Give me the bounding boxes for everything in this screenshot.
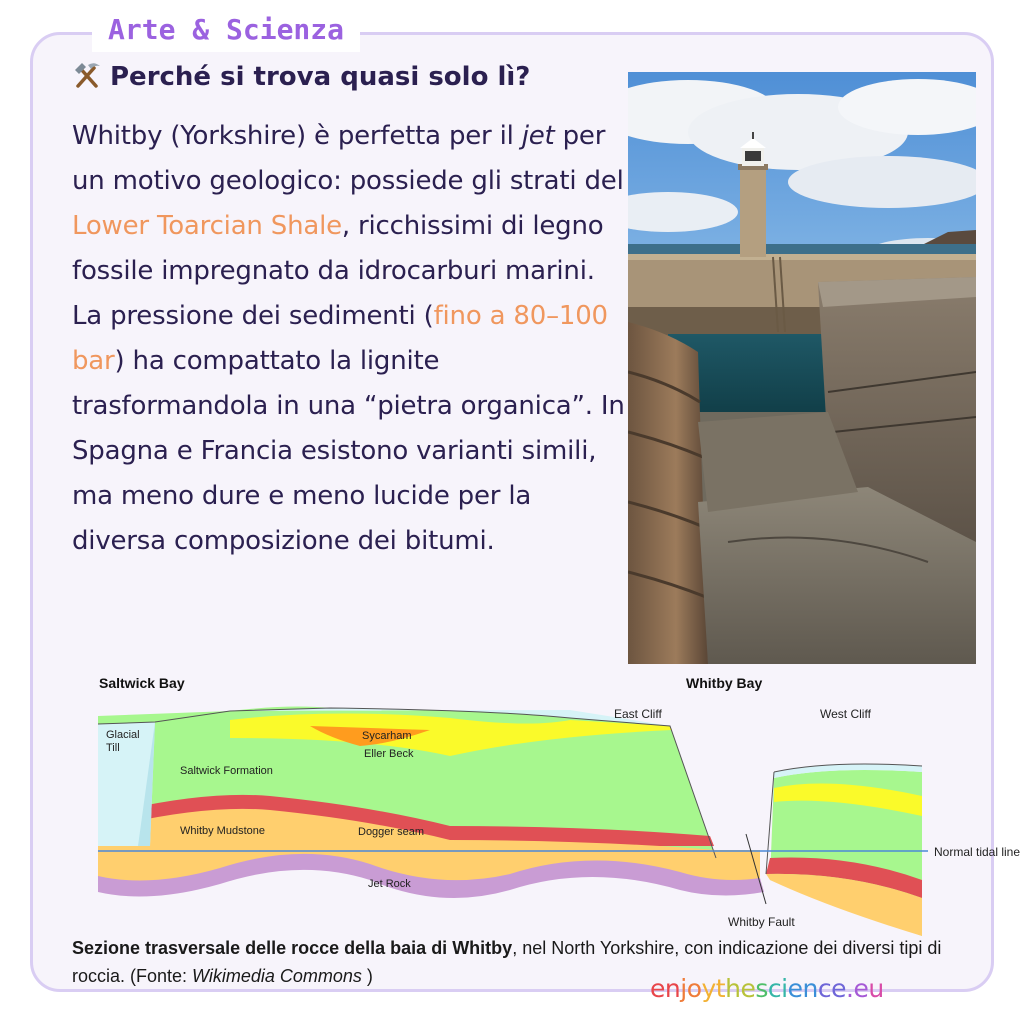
whitby-lighthouse-photo [628,72,976,664]
label-whitby-mudstone: Whitby Mudstone [180,825,265,837]
body-text-3: , ricchissimi di legno fossile impregnato da idrocarburi marini. La pressione dei sedimenti ( [72,211,604,331]
question-heading [72,60,530,92]
logo-letter: o [686,974,702,1003]
caption-source: Wikimedia Commons [192,966,362,986]
logo-letter: e [787,974,803,1003]
highlight-pressure: fino a 80–100 bar [72,301,608,376]
header-tab [92,8,360,52]
body-text-1: Whitby (Yorkshire) è perfetta per il [72,121,522,151]
hammer-and-pick-icon [72,60,102,90]
caption-end: ) [361,966,373,986]
label-west-cliff: West Cliff [820,707,871,721]
label-jet-rock: Jet Rock [368,878,411,890]
logo-letter: e [853,974,869,1003]
body-text-4: ) ha compattato la lignite trasformandola in una “pietra organica”. In Spagna e Francia esistono varianti simili, ma meno dure e meno lucide per la diversa composizione dei bitumi. [72,346,625,556]
label-whitby-fault: Whitby Fault [728,915,795,929]
label-whitby-bay: Whitby Bay [686,675,763,691]
label-east-cliff: East Cliff [614,707,662,721]
label-till: Till [106,742,120,754]
logo-letter: u [868,974,884,1003]
logo-letter: t [715,974,726,1003]
label-glacial: Glacial [106,729,140,741]
logo-letter: j [680,974,687,1003]
caption-bold: Sezione trasversale delle rocce della baia di Whitby [72,938,513,958]
logo-letter: n [802,974,818,1003]
label-saltwick-formation: Saltwick Formation [180,765,273,777]
logo-text [650,974,884,1003]
site-logo[interactable] [650,974,884,1003]
highlight-lower-toarcian-shale: Lower Toarcian Shale [72,211,342,241]
label-sycarham: Sycarham [362,730,412,742]
question-title: Perché si trova quasi solo lì? [110,62,531,92]
logo-letter: e [650,974,665,1003]
header-title: Arte & Scienza [108,13,345,46]
label-dogger-seam: Dogger seam [358,826,425,838]
body-text-2: per un motivo geologico: possiede gli strati del [72,121,624,196]
west-cliff-section [766,764,922,936]
logo-letter: c [767,974,782,1003]
logo-letter: e [831,974,846,1003]
body-jet-italic: jet [521,121,555,151]
label-normal-tidal-line: Normal tidal line [934,845,1021,859]
logo-letter: s [755,974,768,1003]
logo-letter: y [701,974,716,1003]
logo-letter: n [664,974,681,1003]
label-saltwick-bay: Saltwick Bay [99,675,185,691]
logo-letter: h [725,974,741,1003]
logo-letter: c [817,974,832,1003]
caption-text: , nel North Yorkshire, con indicazione dei diversi tipi di roccia. (Fonte: [72,938,942,986]
logo-letter: e [740,974,756,1003]
logo-letter: i [781,974,788,1003]
logo-letter: . [845,974,854,1003]
label-eller-beck: Eller Beck [364,748,414,760]
body-paragraph [72,114,632,564]
cross-section-diagram [70,668,1024,938]
east-cliff-section [98,707,764,898]
